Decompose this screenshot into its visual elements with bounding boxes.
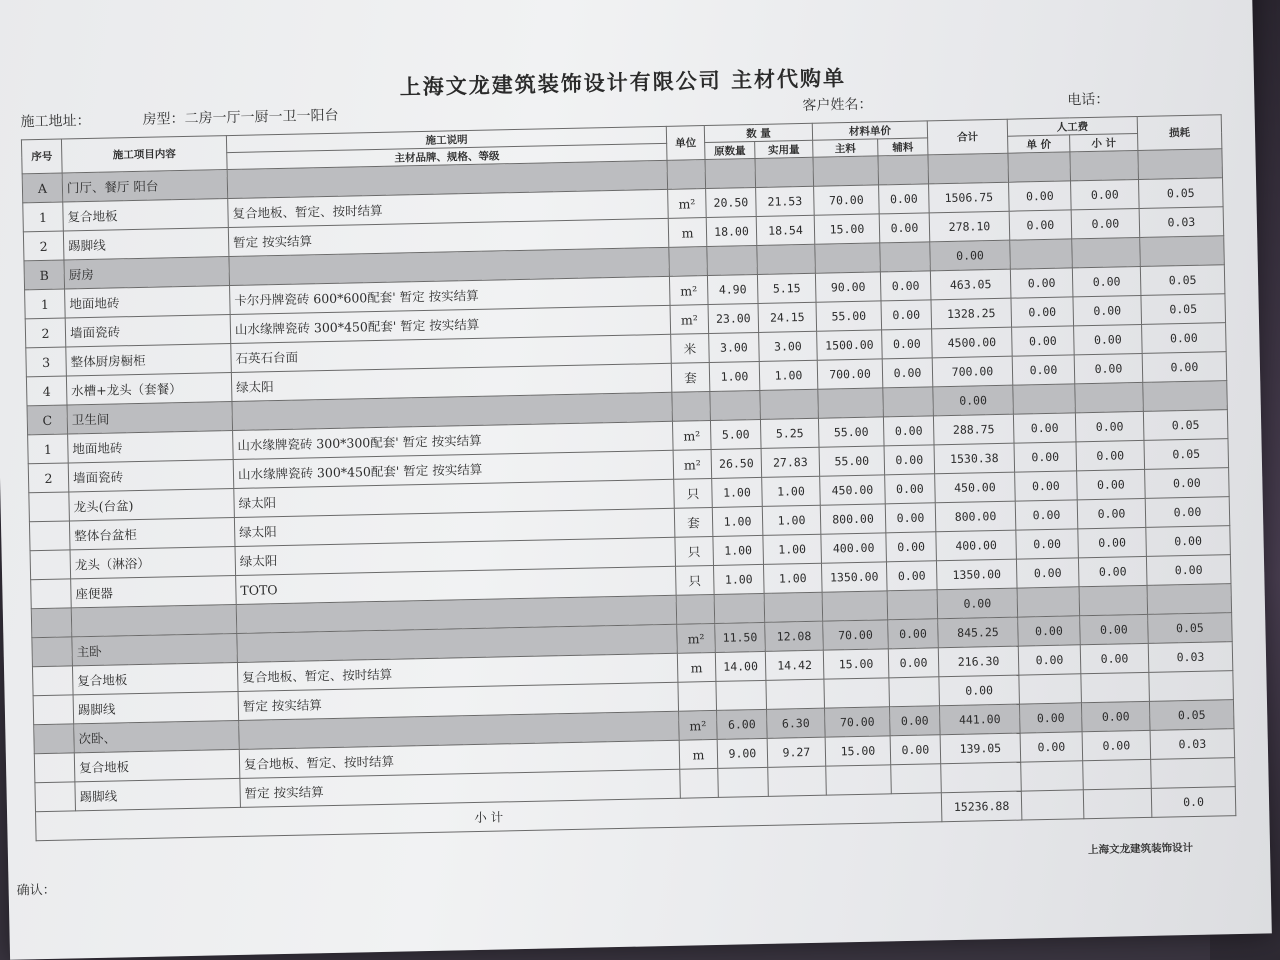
cell-aux: 0.00 [881, 300, 932, 330]
cell-total: 4500.00 [932, 327, 1013, 358]
cell-loss: 0.00 [1145, 497, 1230, 528]
cell-qty-orig [716, 680, 767, 710]
cell-seq [35, 782, 76, 812]
cell-total: 441.00 [939, 704, 1020, 735]
cell-total: 288.75 [933, 414, 1014, 445]
cell-qty-orig: 11.50 [715, 622, 766, 652]
document-title: 上海文龙建筑装饰设计有限公司 主材代购单 [399, 65, 847, 100]
cell-seq [30, 550, 71, 580]
cell-total: 0.00 [933, 385, 1014, 416]
cell-unit: 只 [674, 478, 713, 508]
subtotal-label: 小 计 [36, 793, 942, 841]
cell-labor-unit: 0.00 [1011, 297, 1074, 327]
cell-item: 水槽+龙头（套餐） [66, 373, 232, 405]
cell-total: 216.30 [938, 646, 1019, 677]
cell-main: 15.00 [825, 736, 891, 766]
cell-desc: 绿太阳 [234, 508, 675, 546]
cell-qty-actual [760, 389, 819, 419]
cell-loss: 0.05 [1144, 439, 1229, 470]
cell-item: 地面地砖 [68, 431, 234, 463]
cell-desc: 山水缘牌瓷砖 300*450配套' 暂定 按实结算 [233, 450, 674, 488]
cell-qty-orig: 3.00 [709, 332, 760, 362]
cell-total: 0.00 [930, 240, 1011, 271]
cell-labor-unit: 0.00 [1019, 703, 1082, 733]
cell-labor-sub [1081, 672, 1150, 702]
cell-labor-unit: 0.00 [1009, 210, 1072, 240]
cell-unit: m² [679, 710, 718, 740]
cell-loss: 0.03 [1148, 642, 1233, 673]
cell-main: 700.00 [817, 359, 883, 389]
cell-unit [680, 768, 719, 798]
cell-labor-unit: 0.00 [1012, 355, 1075, 385]
confirm-label: 确认： [16, 882, 56, 899]
cell-desc: 暂定 按实结算 [240, 769, 681, 807]
cell-aux [887, 590, 938, 620]
cell-labor-sub: 0.00 [1071, 208, 1140, 238]
cell-main: 800.00 [820, 504, 886, 534]
subtotal-loss: 0.0 [1151, 787, 1236, 818]
cell-item: 卫生间 [67, 402, 233, 434]
header-qty-orig: 原数量 [705, 142, 755, 160]
cell-labor-sub [1083, 759, 1152, 789]
cell-loss [1149, 671, 1234, 702]
address-label: 施工地址： [20, 112, 91, 131]
cell-qty-actual: 9.27 [767, 737, 826, 767]
cell-unit: m² [670, 305, 709, 335]
cell-labor-sub: 0.00 [1081, 701, 1150, 731]
cell-main [818, 388, 884, 418]
cell-loss [1140, 236, 1225, 267]
cell-unit: 米 [671, 334, 710, 364]
cell-item: 主卧 [72, 633, 238, 665]
cell-labor-sub: 0.00 [1074, 324, 1143, 354]
cell-loss: 0.00 [1146, 555, 1231, 586]
cell-desc: 山水缘牌瓷砖 300*300配套' 暂定 按实结算 [233, 421, 674, 459]
cell-loss: 0.05 [1140, 265, 1225, 296]
cell-item: 整体台盆柜 [69, 517, 235, 549]
cell-qty-orig: 23.00 [708, 303, 759, 333]
cell-unit: m [679, 739, 718, 769]
cell-qty-actual [757, 244, 816, 274]
phone-label: 电话： [1067, 91, 1110, 109]
cell-aux: 0.00 [888, 619, 939, 649]
cell-loss [1151, 758, 1236, 789]
cell-labor-sub [1072, 237, 1141, 267]
cell-qty-actual: 21.53 [756, 186, 815, 216]
cell-qty-orig: 9.00 [717, 738, 768, 768]
cell-item: 复合地板 [72, 662, 238, 694]
cell-qty-actual: 18.54 [756, 215, 815, 245]
cell-qty-actual: 1.00 [763, 563, 822, 593]
cell-labor-unit: 0.00 [1015, 500, 1078, 530]
cell-unit: 只 [675, 536, 714, 566]
cell-total: 278.10 [929, 211, 1010, 242]
cell-seq [29, 492, 70, 522]
cell-main [815, 243, 881, 273]
cell-loss: 0.05 [1143, 410, 1228, 441]
cell-main: 400.00 [821, 533, 887, 563]
cell-aux [889, 677, 940, 707]
cell-aux: 0.00 [885, 474, 936, 504]
cell-main [813, 156, 879, 186]
cell-qty-orig [705, 159, 756, 189]
cell-labor-sub [1079, 585, 1148, 615]
cell-labor-unit: 0.00 [1016, 558, 1079, 588]
cell-item: 复合地板 [74, 749, 240, 781]
cell-seq: 2 [25, 318, 66, 348]
cell-unit: m² [673, 449, 712, 479]
cell-labor-unit [1021, 761, 1084, 791]
cell-aux: 0.00 [890, 735, 941, 765]
cell-qty-actual: 24.15 [758, 302, 817, 332]
cell-aux: 0.00 [879, 213, 930, 243]
cell-unit [669, 247, 708, 277]
cell-main: 90.00 [815, 272, 881, 302]
cell-total: 1506.75 [929, 182, 1010, 213]
cell-seq [31, 579, 72, 609]
cell-loss: 0.00 [1142, 352, 1227, 383]
cell-item: 踢脚线 [75, 778, 241, 810]
header-labor-sub: 小 计 [1070, 133, 1138, 151]
cell-loss [1147, 584, 1232, 615]
cell-unit [672, 392, 711, 422]
cell-loss: 0.00 [1145, 468, 1230, 499]
cell-labor-unit [1013, 384, 1076, 414]
cell-labor-unit [1010, 239, 1073, 269]
cell-loss: 0.00 [1142, 323, 1227, 354]
company-footnote: 上海文龙建筑装饰设计 [1087, 841, 1194, 857]
customer-label: 客户姓名： [802, 96, 873, 115]
cell-item: 龙头(台盆) [69, 489, 235, 521]
table-body [22, 149, 1235, 812]
cell-labor-sub: 0.00 [1076, 440, 1145, 470]
cell-desc: 绿太阳 [235, 537, 676, 575]
cell-seq: C [27, 405, 68, 435]
header-price: 材料单价 [812, 121, 927, 140]
cell-item: 踢脚线 [63, 228, 229, 260]
cell-qty-orig [714, 593, 765, 623]
cell-unit: m² [677, 623, 716, 653]
cell-main [822, 591, 888, 621]
cell-labor-sub: 0.00 [1078, 556, 1147, 586]
cell-desc: 复合地板、暂定、按时结算 [228, 189, 669, 227]
cell-unit [667, 160, 706, 190]
cell-desc: 石英石台面 [231, 334, 672, 372]
cell-total: 1328.25 [931, 298, 1012, 329]
cell-total: 0.00 [937, 588, 1018, 619]
cell-total: 400.00 [936, 530, 1017, 561]
cell-labor-unit [1019, 674, 1082, 704]
header-qty-actual: 实用量 [755, 140, 813, 158]
cell-seq: 1 [23, 202, 64, 232]
cell-qty-actual [755, 157, 814, 187]
cell-labor-unit [1008, 152, 1071, 182]
cell-seq: A [22, 173, 63, 203]
cell-qty-orig: 4.90 [707, 274, 758, 304]
cell-total [941, 762, 1022, 793]
subtotal-total: 15236.88 [941, 791, 1022, 822]
cell-qty-orig: 14.00 [715, 651, 766, 681]
cell-unit: m [677, 652, 716, 682]
cell-qty-actual: 1.00 [762, 476, 821, 506]
house-type: 房型：二房一厅一厨一卫一阳台 [142, 107, 339, 128]
cell-item: 门厅、餐厅 阳台 [62, 170, 228, 202]
cell-item: 复合地板 [63, 199, 229, 231]
cell-main: 55.00 [816, 301, 882, 331]
cell-qty-orig [707, 245, 758, 275]
cell-qty-orig [718, 767, 769, 797]
cell-aux [883, 387, 934, 417]
cell-item [71, 604, 237, 636]
cell-labor-unit: 0.00 [1013, 413, 1076, 443]
cell-main: 1500.00 [817, 330, 883, 360]
cell-labor-sub: 0.00 [1077, 498, 1146, 528]
header-item: 施工项目内容 [61, 136, 227, 173]
cell-qty-orig: 26.50 [711, 448, 762, 478]
cell-aux [878, 155, 929, 185]
cell-loss: 0.05 [1149, 700, 1234, 731]
cell-main: 70.00 [825, 707, 891, 737]
cell-main: 55.00 [819, 446, 885, 476]
cell-qty-actual: 1.00 [762, 505, 821, 535]
cell-aux: 0.00 [880, 271, 931, 301]
cell-desc: 绿太阳 [231, 363, 672, 401]
cell-qty-orig: 1.00 [712, 506, 763, 536]
cell-loss: 0.03 [1150, 729, 1235, 760]
cell-aux: 0.00 [879, 184, 930, 214]
cell-aux: 0.00 [884, 445, 935, 475]
cell-qty-actual: 6.30 [767, 708, 826, 738]
cell-unit [678, 681, 717, 711]
header-main: 主料 [813, 139, 878, 157]
cell-labor-sub: 0.00 [1072, 266, 1141, 296]
cell-qty-orig: 5.00 [710, 419, 761, 449]
cell-aux [880, 242, 931, 272]
cell-item: 龙头（淋浴） [70, 546, 236, 578]
cell-unit: m² [668, 189, 707, 219]
cell-qty-actual: 5.15 [757, 273, 816, 303]
cell-desc: 卡尔丹牌瓷砖 600*600配套' 暂定 按实结算 [230, 276, 671, 314]
cell-main: 450.00 [820, 475, 886, 505]
cell-aux: 0.00 [886, 532, 937, 562]
cell-qty-actual: 12.08 [765, 621, 824, 651]
cell-unit: m² [669, 276, 708, 306]
cell-qty-actual: 27.83 [761, 447, 820, 477]
cell-desc: 绿太阳 [234, 479, 675, 517]
cell-item: 地面地砖 [65, 286, 231, 318]
header-qty: 数 量 [704, 123, 812, 142]
cell-unit: m [668, 218, 707, 248]
cell-labor-sub: 0.00 [1073, 295, 1142, 325]
cell-loss: 0.00 [1146, 526, 1231, 557]
cell-labor-sub: 0.00 [1080, 643, 1149, 673]
cell-seq: 1 [28, 434, 69, 464]
cell-labor-sub [1075, 382, 1144, 412]
cell-seq: B [24, 260, 65, 290]
cell-qty-orig: 18.00 [706, 217, 757, 247]
header-unit: 单位 [666, 126, 705, 161]
cell-item: 踢脚线 [73, 691, 239, 723]
cell-desc: 山水缘牌瓷砖 300*450配套' 暂定 按实结算 [230, 305, 671, 343]
cell-labor-sub: 0.00 [1074, 353, 1143, 383]
cell-aux: 0.00 [888, 648, 939, 678]
cell-qty-actual [766, 679, 825, 709]
cell-item: 墙面瓷砖 [68, 460, 234, 492]
cell-qty-orig: 20.50 [706, 188, 757, 218]
cell-total: 0.00 [939, 675, 1020, 706]
material-table [21, 114, 1236, 841]
cell-seq [32, 637, 73, 667]
cell-total: 845.25 [938, 617, 1019, 648]
cell-qty-actual: 1.00 [759, 360, 818, 390]
cell-labor-unit [1017, 587, 1080, 617]
cell-loss: 0.03 [1139, 207, 1224, 238]
cell-seq: 3 [26, 347, 67, 377]
cell-main: 1350.00 [821, 562, 887, 592]
cell-main: 55.00 [818, 417, 884, 447]
cell-qty-actual: 1.00 [763, 534, 822, 564]
cell-unit [676, 594, 715, 624]
cell-aux: 0.00 [882, 358, 933, 388]
cell-seq [29, 521, 70, 551]
header-aux: 辅料 [878, 138, 928, 156]
cell-labor-unit: 0.00 [1016, 529, 1079, 559]
cell-total: 700.00 [932, 356, 1013, 387]
cell-labor-sub: 0.00 [1078, 527, 1147, 557]
header-labor-unit: 单 价 [1008, 135, 1070, 153]
header-total: 合计 [927, 119, 1008, 155]
cell-labor-unit: 0.00 [1012, 326, 1075, 356]
cell-labor-unit: 0.00 [1018, 645, 1081, 675]
cell-qty-orig: 1.00 [712, 477, 763, 507]
cell-labor-sub: 0.00 [1077, 469, 1146, 499]
cell-item: 次卧、 [74, 720, 240, 752]
cell-qty-orig: 1.00 [714, 564, 765, 594]
cell-aux: 0.00 [882, 329, 933, 359]
cell-qty-actual [768, 766, 827, 796]
cell-item: 厨房 [64, 257, 230, 289]
cell-unit: 套 [674, 507, 713, 537]
cell-labor-unit: 0.00 [1020, 732, 1083, 762]
cell-loss: 0.05 [1139, 178, 1224, 209]
cell-seq [33, 695, 74, 725]
cell-labor-unit: 0.00 [1015, 471, 1078, 501]
cell-labor-sub: 0.00 [1075, 411, 1144, 441]
cell-seq: 2 [28, 463, 69, 493]
cell-qty-orig: 1.00 [709, 361, 760, 391]
cell-seq: 4 [26, 376, 67, 406]
cell-qty-actual: 5.25 [760, 418, 819, 448]
cell-unit: 只 [676, 565, 715, 595]
cell-labor-sub [1070, 150, 1139, 180]
cell-desc: 复合地板、暂定、按时结算 [239, 740, 680, 778]
header-desc: 施工说明 [226, 126, 666, 152]
cell-item: 墙面瓷砖 [65, 315, 231, 347]
cell-main [826, 765, 892, 795]
header-labor: 人工费 [1007, 117, 1137, 137]
cell-total [928, 153, 1009, 184]
subtotal-blank [1021, 790, 1084, 820]
cell-main [824, 678, 890, 708]
cell-total: 1530.38 [934, 443, 1015, 474]
cell-qty-actual: 3.00 [759, 331, 818, 361]
cell-seq [34, 753, 75, 783]
cell-seq [31, 608, 72, 638]
cell-seq: 2 [23, 231, 64, 261]
cell-main: 15.00 [814, 214, 880, 244]
subtotal-blank [1083, 788, 1152, 818]
cell-loss: 0.05 [1141, 294, 1226, 325]
cell-aux: 0.00 [885, 503, 936, 533]
cell-total: 800.00 [935, 501, 1016, 532]
cell-labor-unit: 0.00 [1009, 181, 1072, 211]
cell-total: 463.05 [930, 269, 1011, 300]
cell-unit: 套 [671, 363, 710, 393]
header-loss: 损耗 [1137, 115, 1222, 151]
cell-labor-sub: 0.00 [1080, 614, 1149, 644]
cell-labor-unit: 0.00 [1018, 616, 1081, 646]
cell-desc: TOTO [236, 566, 677, 604]
cell-seq [34, 724, 75, 754]
cell-qty-actual [764, 592, 823, 622]
cell-qty-orig: 1.00 [713, 535, 764, 565]
cell-aux: 0.00 [889, 706, 940, 736]
cell-desc: 暂定 按实结算 [228, 218, 669, 256]
cell-item: 座便器 [71, 575, 237, 607]
cell-seq [32, 666, 73, 696]
header-desc-sub: 主材品牌、规格、等级 [227, 143, 667, 169]
cell-qty-orig: 6.00 [717, 709, 768, 739]
cell-aux: 0.00 [883, 416, 934, 446]
cell-desc: 暂定 按实结算 [238, 682, 679, 720]
cell-total: 139.05 [940, 733, 1021, 764]
cell-qty-actual: 14.42 [765, 650, 824, 680]
cell-seq: 1 [25, 289, 66, 319]
cell-aux: 0.00 [886, 561, 937, 591]
cell-labor-unit: 0.00 [1010, 268, 1073, 298]
cell-qty-orig [710, 390, 761, 420]
cell-loss: 0.05 [1148, 613, 1233, 644]
cell-loss [1143, 381, 1228, 412]
cell-desc: 复合地板、暂定、按时结算 [237, 653, 678, 691]
cell-loss [1138, 149, 1223, 180]
cell-main: 70.00 [823, 620, 889, 650]
header-seq: 序号 [21, 139, 62, 174]
cell-total: 450.00 [935, 472, 1016, 503]
cell-labor-sub: 0.00 [1082, 730, 1151, 760]
cell-unit: m² [672, 421, 711, 451]
cell-labor-sub: 0.00 [1071, 179, 1140, 209]
cell-main: 70.00 [814, 185, 880, 215]
cell-item: 整体厨房橱柜 [66, 344, 232, 376]
cell-main: 15.00 [823, 649, 889, 679]
cell-total: 1350.00 [936, 559, 1017, 590]
cell-aux [891, 764, 942, 794]
cell-labor-unit: 0.00 [1014, 442, 1077, 472]
